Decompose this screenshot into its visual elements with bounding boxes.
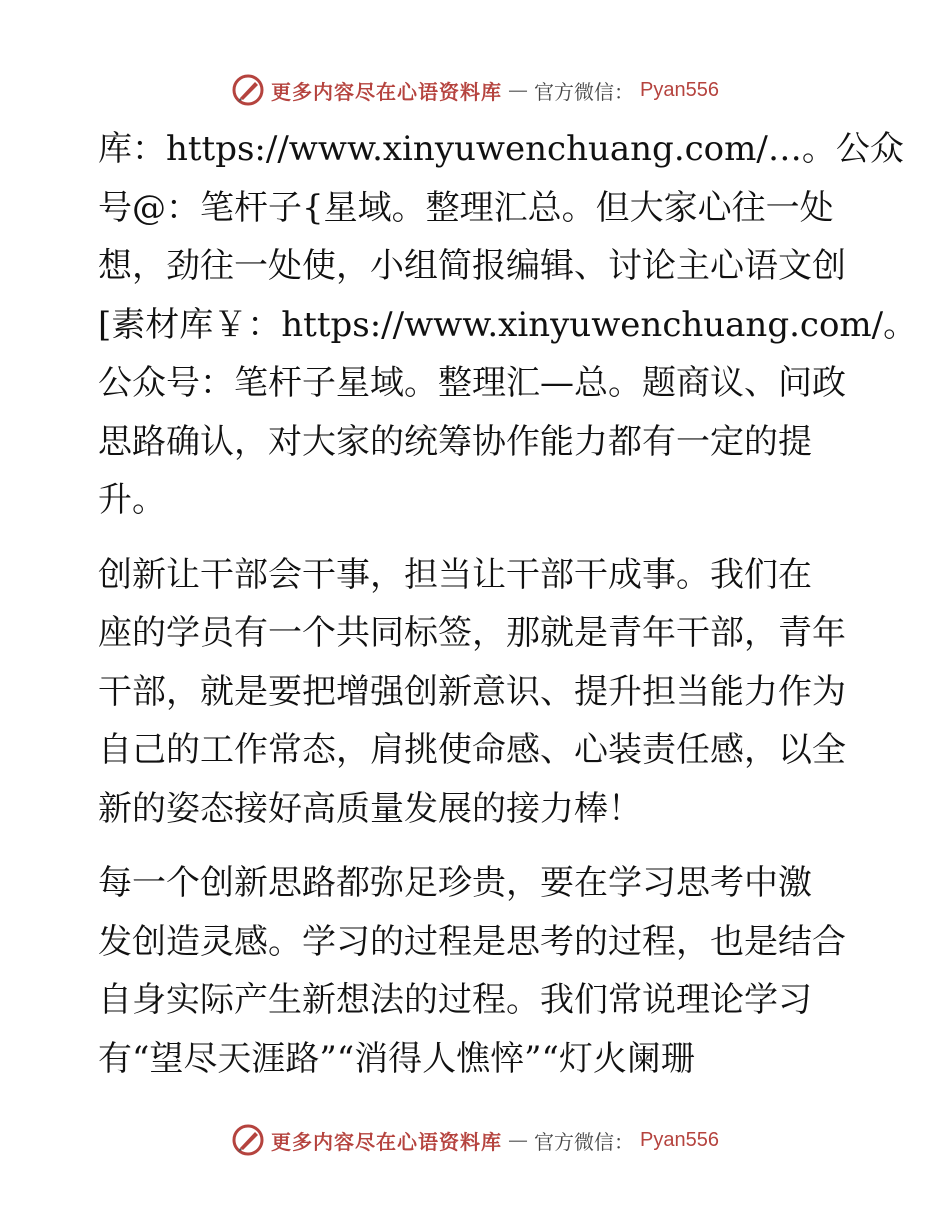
text-line: 新的姿态接好高质量发展的接力棒！ (98, 788, 642, 829)
text-line: 号@：笔杆子{星域。整理汇总。但大家心往一处 (98, 187, 834, 228)
text-line: 库：https://www.xinyuwenchuang.com/…。公众 (98, 129, 904, 169)
header-wechat-id: Pyan556 (640, 78, 719, 101)
text-line: [素材库￥：https://www.xinyuwenchuang.com/。 (98, 304, 918, 345)
text-line: 自己的工作常态，肩挑使命感、心装责任感，以全 (98, 730, 846, 770)
page-footer (0, 1120, 950, 1160)
footer-official-label: 官方微信： (534, 1129, 635, 1154)
page-header (0, 70, 950, 110)
quill-logo-icon (231, 73, 265, 107)
text-line: 自身实际产生新想法的过程。我们常说理论学习 (98, 980, 812, 1020)
paragraph-3 (98, 854, 858, 1088)
footer-wechat-id: Pyan556 (640, 1128, 719, 1151)
text-line: 公众号：笔杆子星域。整理汇—总。题商议、问政 (98, 363, 846, 403)
text-line: 发创造灵感。学习的过程是思考的过程，也是结合 (98, 921, 846, 962)
text-line: 座的学员有一个共同标签，那就是青年干部，青年 (98, 613, 846, 653)
text-line: 想，劲往一处使，小组简报编辑、讨论主心语文创 (98, 246, 846, 286)
text-line: 思路确认，对大家的统筹协作能力都有一定的提 (98, 421, 812, 462)
text-line: 干部，就是要把增强创新意识、提升担当能力作为 (98, 671, 846, 712)
text-line: 升。 (98, 480, 166, 520)
text-line: 创新让干部会干事，担当让干部干成事。我们在 (98, 554, 812, 595)
document-body (98, 120, 918, 1088)
header-separator: — (508, 78, 529, 102)
paragraph-1 (98, 120, 918, 530)
header-official-label: 官方微信： (534, 79, 635, 104)
header-brand-text: 更多内容尽在心语资料库 (271, 79, 503, 104)
quill-logo-icon (231, 1123, 265, 1157)
text-line: 每一个创新思路都弥足珍贵，要在学习思考中激 (98, 863, 812, 903)
footer-separator: — (508, 1128, 529, 1152)
paragraph-2 (98, 546, 858, 839)
footer-brand-text: 更多内容尽在心语资料库 (271, 1129, 503, 1154)
text-line: 有“望尽天涯路”“消得人憔悴”“灯火阑珊 (98, 1038, 695, 1079)
